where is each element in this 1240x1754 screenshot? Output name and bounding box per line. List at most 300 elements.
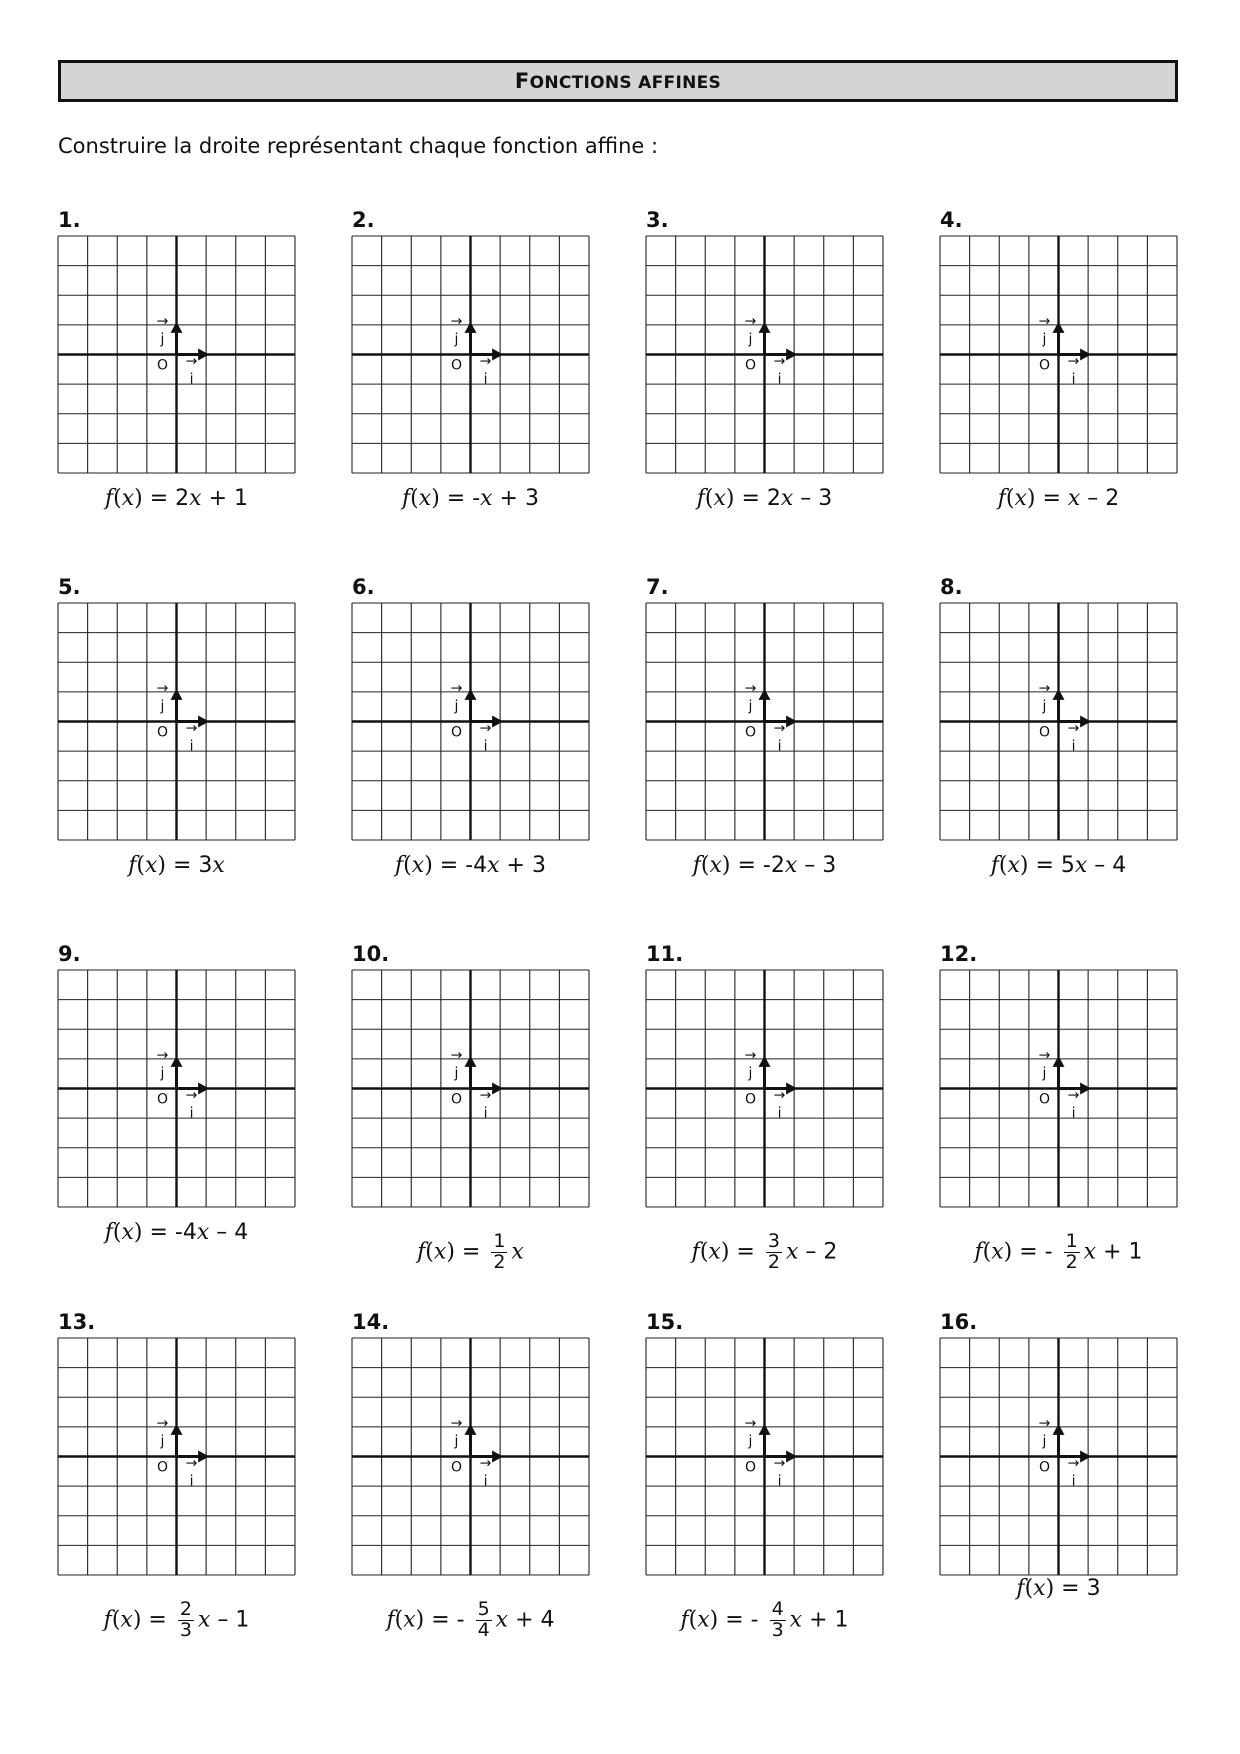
fraction-denominator: 3	[771, 1618, 784, 1641]
paren-open: (	[699, 1239, 709, 1265]
function-formula	[352, 1600, 589, 1641]
j-arrow-label: →	[450, 313, 463, 330]
exercise-number: 9.	[58, 942, 81, 966]
exercise-number: 4.	[940, 208, 963, 232]
exercise-6	[352, 575, 652, 905]
exercise-16	[940, 1310, 1240, 1640]
i-label: i	[189, 1473, 194, 1490]
function-name: f	[395, 853, 404, 878]
function-argument: x	[1007, 853, 1020, 878]
exercise-14	[352, 1310, 652, 1640]
function-argument: x	[708, 1239, 721, 1265]
arrowhead-i-icon	[492, 715, 503, 727]
arrowhead-i-icon	[786, 1450, 797, 1462]
formula-variable: x	[189, 486, 202, 511]
function-name: f	[402, 486, 411, 511]
j-label: j	[454, 698, 459, 715]
origin-label: O	[1038, 724, 1051, 741]
fraction-denominator: 3	[179, 1618, 192, 1641]
function-formula	[646, 1232, 883, 1273]
paren-open: (	[982, 1239, 992, 1265]
formula-text: =	[1042, 486, 1068, 511]
title-rest: ONCTIONS AFFINES	[529, 73, 722, 93]
origin-label: O	[450, 1459, 463, 1476]
arrowhead-j-icon	[464, 689, 476, 700]
j-arrow-label: →	[744, 680, 757, 697]
exercise-number: 11.	[646, 942, 684, 966]
i-arrow-label: →	[479, 1087, 492, 1104]
formula-text: = -	[446, 486, 481, 511]
function-argument: x	[713, 486, 726, 511]
formula-text: + 1	[201, 486, 249, 511]
formula-text: =	[148, 1607, 174, 1633]
paren-open: (	[136, 853, 145, 878]
paren-close: )	[1026, 486, 1043, 511]
function-formula	[940, 1232, 1177, 1273]
origin-label: O	[1038, 1091, 1051, 1108]
origin-label: O	[744, 1091, 757, 1108]
i-label: i	[189, 1105, 194, 1122]
paren-close: )	[725, 486, 742, 511]
paren-open: (	[998, 853, 1008, 878]
exercise-number: 8.	[940, 575, 963, 599]
i-label: i	[1071, 738, 1076, 755]
paren-close: )	[133, 1220, 150, 1245]
j-label: j	[1042, 1065, 1047, 1082]
arrowhead-j-icon	[464, 1056, 476, 1067]
function-formula	[352, 853, 589, 878]
coordinate-grid	[352, 1338, 589, 1575]
function-name: f	[417, 1239, 426, 1265]
paren-close: )	[157, 853, 173, 878]
paren-close: )	[424, 853, 440, 878]
function-name: f	[990, 853, 999, 878]
origin-label: O	[744, 724, 757, 741]
j-arrow-label: →	[156, 313, 169, 330]
formula-variable: x	[197, 1607, 211, 1633]
origin-label: O	[1038, 357, 1051, 374]
arrowhead-j-icon	[170, 689, 182, 700]
formula-text: – 2	[798, 1239, 838, 1265]
arrowhead-i-icon	[492, 348, 503, 360]
function-argument: x	[1014, 486, 1027, 511]
formula-variable: x	[480, 486, 493, 511]
exercise-number: 10.	[352, 942, 390, 966]
formula-text: = -	[725, 1607, 766, 1633]
function-argument: x	[433, 1239, 447, 1265]
exercise-13	[58, 1310, 358, 1640]
formula-variable: x	[789, 1607, 803, 1633]
i-label: i	[1071, 1473, 1076, 1490]
j-label: j	[1042, 1433, 1047, 1450]
coordinate-grid	[646, 970, 883, 1207]
formula-text: + 1	[802, 1607, 849, 1633]
coordinate-grid	[940, 1338, 1177, 1575]
j-label: j	[748, 331, 753, 348]
exercise-12	[940, 942, 1240, 1272]
formula-variable: x	[511, 1239, 524, 1265]
function-argument: x	[697, 1607, 710, 1633]
arrowhead-j-icon	[170, 322, 182, 333]
i-arrow-label: →	[1067, 353, 1080, 370]
i-label: i	[483, 371, 488, 388]
paren-open: (	[410, 486, 419, 511]
function-name: f	[692, 853, 701, 878]
coordinate-grid	[646, 603, 883, 840]
fraction-denominator: 2	[767, 1250, 780, 1273]
j-label: j	[748, 1065, 753, 1082]
formula-text: = 3	[1061, 1576, 1101, 1601]
arrowhead-j-icon	[1052, 1056, 1064, 1067]
function-argument: x	[991, 1239, 1004, 1265]
title-first-letter: F	[514, 69, 530, 93]
paren-open: (	[112, 1220, 122, 1245]
fraction-numerator: 4	[771, 1598, 784, 1620]
coordinate-grid	[58, 1338, 295, 1575]
formula-text: = 3	[172, 853, 213, 878]
coordinate-grid	[58, 970, 295, 1207]
formula-variable: x	[495, 1607, 509, 1633]
origin-label: O	[744, 1459, 757, 1476]
function-name: f	[386, 1607, 395, 1633]
function-argument: x	[120, 1607, 133, 1633]
arrowhead-j-icon	[758, 689, 770, 700]
arrowhead-j-icon	[758, 1424, 770, 1435]
i-label: i	[777, 371, 782, 388]
arrowhead-i-icon	[198, 715, 209, 727]
exercise-number: 2.	[352, 208, 375, 232]
paren-open: (	[403, 853, 412, 878]
i-label: i	[483, 1105, 488, 1122]
exercise-4	[940, 208, 1240, 538]
j-arrow-label: →	[156, 1047, 169, 1064]
j-label: j	[160, 1433, 165, 1450]
coordinate-grid	[352, 236, 589, 473]
i-arrow-label: →	[1067, 1087, 1080, 1104]
function-argument: x	[121, 1220, 134, 1245]
fraction	[491, 1232, 507, 1273]
formula-text: = 2	[149, 486, 190, 511]
function-formula	[58, 853, 295, 878]
function-argument: x	[418, 486, 432, 511]
title-banner	[58, 60, 1178, 102]
paren-open: (	[700, 853, 710, 878]
i-label: i	[1071, 371, 1076, 388]
arrowhead-j-icon	[464, 322, 476, 333]
origin-label: O	[156, 724, 169, 741]
paren-close: )	[1019, 853, 1036, 878]
formula-variable: x	[1067, 486, 1081, 511]
coordinate-grid	[940, 603, 1177, 840]
coordinate-grid	[58, 236, 295, 473]
i-arrow-label: →	[479, 1455, 492, 1472]
paren-open: (	[425, 1239, 434, 1265]
j-label: j	[1042, 331, 1047, 348]
arrowhead-j-icon	[1052, 689, 1064, 700]
formula-text: – 4	[209, 1220, 249, 1245]
arrowhead-j-icon	[758, 1056, 770, 1067]
function-name: f	[974, 1239, 983, 1265]
function-name: f	[103, 1607, 112, 1633]
function-name: f	[696, 486, 705, 511]
origin-label: O	[156, 1459, 169, 1476]
i-arrow-label: →	[773, 1455, 786, 1472]
origin-label: O	[450, 724, 463, 741]
function-formula	[940, 853, 1177, 878]
paren-close: )	[709, 1607, 726, 1633]
exercise-7	[646, 575, 946, 905]
formula-variable: x	[1074, 853, 1088, 878]
exercise-number: 5.	[58, 575, 81, 599]
exercise-number: 3.	[646, 208, 669, 232]
j-arrow-label: →	[1038, 1047, 1051, 1064]
function-name: f	[104, 486, 114, 511]
exercise-number: 14.	[352, 1310, 390, 1334]
paren-close: )	[431, 486, 447, 511]
j-label: j	[160, 1065, 165, 1082]
arrowhead-i-icon	[1080, 1450, 1091, 1462]
exercise-number: 15.	[646, 1310, 684, 1334]
exercise-number: 1.	[58, 208, 81, 232]
formula-text: + 3	[499, 853, 546, 878]
formula-text: = -	[1019, 1239, 1060, 1265]
fraction-numerator: 2	[179, 1598, 192, 1620]
formula-variable: x	[780, 486, 794, 511]
function-argument: x	[144, 853, 158, 878]
j-label: j	[1042, 698, 1047, 715]
function-formula	[646, 853, 883, 878]
function-name: f	[104, 1220, 113, 1245]
formula-variable: x	[196, 1220, 210, 1245]
formula-text: = -4	[439, 853, 488, 878]
origin-label: O	[1038, 1459, 1051, 1476]
j-arrow-label: →	[450, 680, 463, 697]
fraction-denominator: 2	[493, 1250, 506, 1273]
arrowhead-j-icon	[758, 322, 770, 333]
arrowhead-i-icon	[1080, 715, 1091, 727]
formula-text: = 5	[1035, 853, 1075, 878]
function-argument: x	[1033, 1576, 1046, 1601]
j-arrow-label: →	[744, 1415, 757, 1432]
formula-text: = -	[431, 1607, 472, 1633]
function-formula	[352, 486, 589, 511]
function-formula	[940, 486, 1177, 511]
formula-variable: x	[784, 853, 798, 878]
arrowhead-i-icon	[786, 1082, 797, 1094]
i-arrow-label: →	[479, 720, 492, 737]
function-argument: x	[403, 1607, 416, 1633]
exercise-number: 12.	[940, 942, 978, 966]
j-arrow-label: →	[450, 1415, 463, 1432]
function-formula	[58, 1600, 295, 1641]
exercise-number: 13.	[58, 1310, 96, 1334]
j-arrow-label: →	[1038, 1415, 1051, 1432]
j-label: j	[454, 1433, 459, 1450]
formula-text: = 2	[741, 486, 781, 511]
arrowhead-j-icon	[170, 1424, 182, 1435]
paren-close: )	[446, 1239, 462, 1265]
function-argument: x	[121, 486, 135, 511]
i-label: i	[777, 738, 782, 755]
exercise-3	[646, 208, 946, 538]
function-argument: x	[709, 853, 722, 878]
arrowhead-i-icon	[198, 1082, 209, 1094]
paren-close: )	[134, 486, 150, 511]
i-label: i	[483, 738, 488, 755]
formula-text: – 4	[1087, 853, 1127, 878]
arrowhead-j-icon	[464, 1424, 476, 1435]
exercise-11	[646, 942, 946, 1272]
function-argument: x	[411, 853, 425, 878]
instruction-text: Construire la droite représentant chaque fonction affine :	[58, 134, 659, 158]
coordinate-grid	[352, 970, 589, 1207]
paren-open: (	[704, 486, 714, 511]
i-arrow-label: →	[479, 353, 492, 370]
arrowhead-j-icon	[170, 1056, 182, 1067]
function-name: f	[997, 486, 1006, 511]
fraction-numerator: 3	[767, 1230, 780, 1252]
i-arrow-label: →	[185, 353, 198, 370]
page-title	[515, 69, 721, 93]
paren-close: )	[1003, 1239, 1020, 1265]
function-name: f	[1016, 1576, 1025, 1601]
function-name: f	[691, 1239, 700, 1265]
function-formula	[646, 486, 883, 511]
fraction-denominator: 4	[477, 1618, 490, 1641]
exercise-9	[58, 942, 358, 1272]
arrowhead-i-icon	[198, 1450, 209, 1462]
fraction-numerator: 5	[477, 1598, 490, 1620]
formula-text: = -2	[737, 853, 785, 878]
formula-text: + 1	[1096, 1239, 1143, 1265]
fraction	[1064, 1232, 1080, 1273]
formula-text: =	[461, 1239, 488, 1265]
fraction	[770, 1600, 786, 1641]
i-arrow-label: →	[185, 1087, 198, 1104]
formula-text: – 2	[1080, 486, 1120, 511]
exercise-number: 7.	[646, 575, 669, 599]
fraction	[178, 1600, 194, 1641]
function-formula	[58, 486, 295, 511]
formula-variable: x	[785, 1239, 799, 1265]
function-name: f	[128, 853, 137, 878]
formula-variable: x	[487, 853, 500, 878]
exercise-1	[58, 208, 358, 538]
j-label: j	[748, 698, 753, 715]
j-label: j	[454, 1065, 459, 1082]
arrowhead-i-icon	[1080, 1082, 1091, 1094]
function-formula	[646, 1600, 883, 1641]
i-arrow-label: →	[773, 353, 786, 370]
exercise-15	[646, 1310, 946, 1640]
formula-text: + 3	[492, 486, 539, 511]
i-label: i	[189, 738, 194, 755]
i-arrow-label: →	[1067, 720, 1080, 737]
paren-open: (	[113, 486, 122, 511]
paren-open: (	[1024, 1576, 1034, 1601]
formula-text: + 4	[508, 1607, 555, 1633]
paren-close: )	[415, 1607, 432, 1633]
paren-open: (	[688, 1607, 698, 1633]
fraction	[476, 1600, 492, 1641]
paren-close: )	[720, 1239, 737, 1265]
i-arrow-label: →	[185, 720, 198, 737]
origin-label: O	[450, 1091, 463, 1108]
origin-label: O	[156, 357, 169, 374]
exercise-10	[352, 942, 652, 1272]
j-arrow-label: →	[156, 680, 169, 697]
i-arrow-label: →	[1067, 1455, 1080, 1472]
formula-variable: x	[212, 853, 225, 878]
arrowhead-i-icon	[1080, 348, 1091, 360]
i-label: i	[189, 371, 194, 388]
fraction-numerator: 1	[493, 1230, 506, 1252]
fraction-numerator: 1	[1065, 1230, 1078, 1252]
arrowhead-i-icon	[198, 348, 209, 360]
paren-open: (	[394, 1607, 404, 1633]
exercise-2	[352, 208, 652, 538]
j-arrow-label: →	[156, 1415, 169, 1432]
paren-close: )	[721, 853, 738, 878]
j-arrow-label: →	[1038, 680, 1051, 697]
formula-text: – 3	[793, 486, 833, 511]
coordinate-grid	[58, 603, 295, 840]
paren-open: (	[111, 1607, 121, 1633]
j-label: j	[748, 1433, 753, 1450]
coordinate-grid	[646, 236, 883, 473]
fraction	[766, 1232, 782, 1273]
origin-label: O	[156, 1091, 169, 1108]
arrowhead-i-icon	[786, 348, 797, 360]
i-label: i	[777, 1105, 782, 1122]
function-formula	[940, 1576, 1177, 1601]
coordinate-grid	[940, 970, 1177, 1207]
j-label: j	[160, 331, 165, 348]
function-formula	[352, 1232, 589, 1273]
arrowhead-i-icon	[786, 715, 797, 727]
origin-label: O	[744, 357, 757, 374]
exercise-5	[58, 575, 358, 905]
fraction-denominator: 2	[1065, 1250, 1078, 1273]
paren-close: )	[1045, 1576, 1062, 1601]
j-label: j	[160, 698, 165, 715]
paren-open: (	[1005, 486, 1015, 511]
arrowhead-j-icon	[1052, 1424, 1064, 1435]
formula-text: = -4	[149, 1220, 197, 1245]
i-label: i	[777, 1473, 782, 1490]
j-arrow-label: →	[744, 313, 757, 330]
formula-text: =	[736, 1239, 762, 1265]
coordinate-grid	[940, 236, 1177, 473]
formula-text: – 1	[210, 1607, 250, 1633]
j-arrow-label: →	[744, 1047, 757, 1064]
exercise-8	[940, 575, 1240, 905]
i-arrow-label: →	[773, 720, 786, 737]
exercise-number: 6.	[352, 575, 375, 599]
formula-text: – 3	[797, 853, 837, 878]
paren-close: )	[132, 1607, 149, 1633]
j-arrow-label: →	[450, 1047, 463, 1064]
j-arrow-label: →	[1038, 313, 1051, 330]
formula-variable: x	[1083, 1239, 1097, 1265]
exercise-number: 16.	[940, 1310, 978, 1334]
coordinate-grid	[352, 603, 589, 840]
origin-label: O	[450, 357, 463, 374]
function-name: f	[680, 1607, 689, 1633]
i-arrow-label: →	[773, 1087, 786, 1104]
coordinate-grid	[646, 1338, 883, 1575]
function-formula	[58, 1220, 295, 1245]
